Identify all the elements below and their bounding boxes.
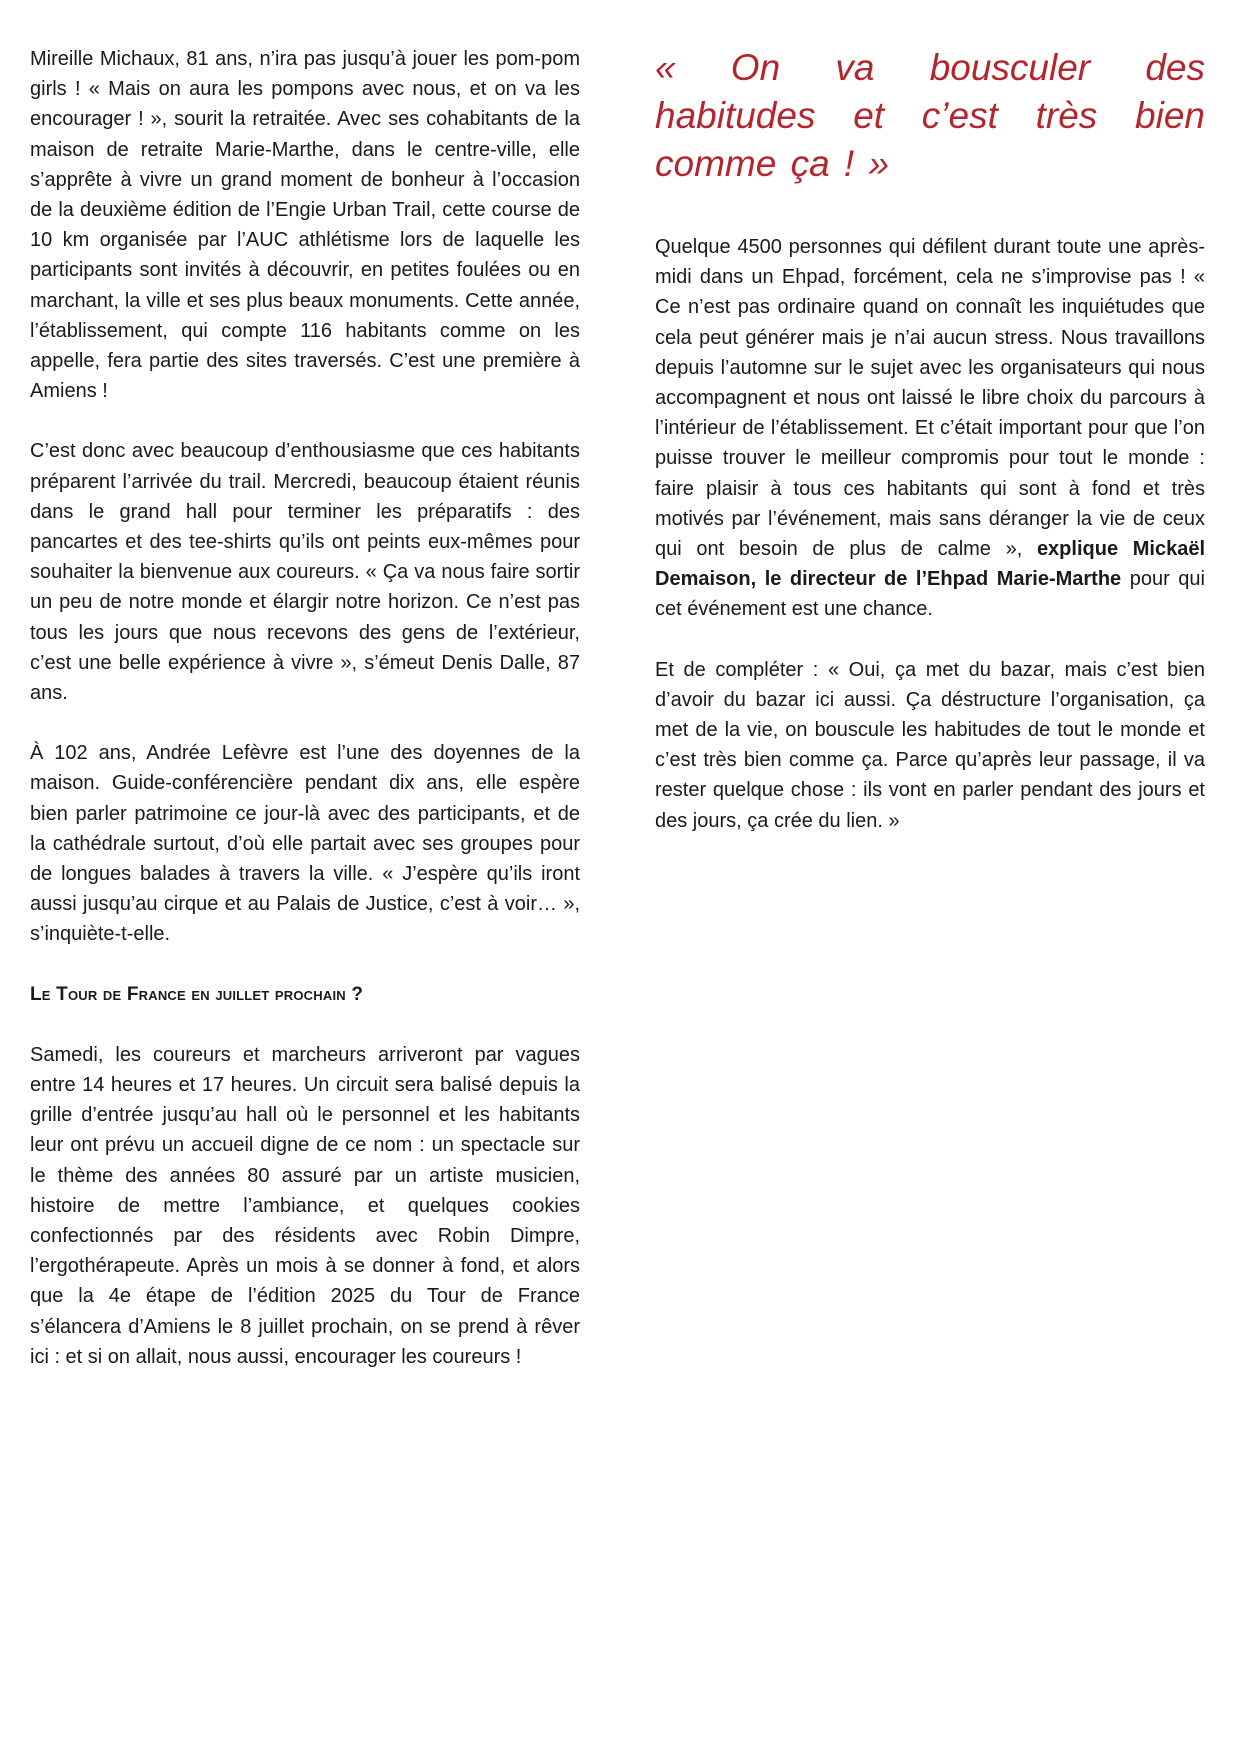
paragraph-conclusion: Et de compléter : « Oui, ça met du bazar, mais c’est bien d’avoir du bazar ici aussi. Ça déstructure l’organisation, ça met de la vie, on bouscule les habitudes de tout le monde et c’est très bien comme ça. Parce qu’après leur passage, il va rester quelque chose : ils vont en parler pendant des jours et des jours, ça crée du lien. » <box>655 658 1205 832</box>
paragraph-saturday: Samedi, les coureurs et marcheurs arriveront par vagues entre 14 heures et 17 heures. Un circuit sera balisé depuis la grille d’entrée jusqu’au hall où le personnel et les habitants leur ont prévu un accueil digne de ce nom : un spectacle sur le thème des années 80 assuré par un artiste musicien, histoire de mettre l’ambiance, et quelques cookies confectionnés par des résidents avec Robin Dimpre, l’ergothérapeute. Après un mois à se donner à fond, et alors que la 4e étape de l’édition 2025 du Tour de France s’élancera d’Amiens le 8 juillet prochain, on se prend à rêver ici : et si on allait, nous aussi, encourager les coureurs ! <box>30 1043 580 1368</box>
paragraph-director-quote <box>655 232 1205 625</box>
director-attribution: explique Mickaël Demaison, le directeur de l’Ehpad Marie-Marthe <box>655 538 1205 591</box>
section-heading: Le Tour de France en juillet prochain ? <box>30 983 364 1005</box>
paragraph-preparations: C’est donc avec beaucoup d’enthousiasme que ces habitants préparent l’arrivée du trail. Mercredi, beaucoup étaient réunis dans le grand hall pour terminer les préparatifs : des pancartes et des tee-shirts qu’ils ont peints eux-mêmes pour souhaiter la bienvenue aux coureurs. « Ça va nous faire sortir un peu de notre monde et élargir notre horizon. Ce n’est pas tous les jours que nous recevons des gens de l’extérieur, c’est une belle expérience à vivre », s’émeut Denis Dalle, 87 ans. <box>30 440 580 705</box>
right-column <box>655 44 1205 866</box>
pull-quote: « On va bousculer des habitudes et c’est très bien comme ça ! » <box>655 47 1205 184</box>
left-column <box>30 44 580 1402</box>
director-quote-end: pour qui cet événement est une chance. <box>655 568 1205 621</box>
paragraph-andree-lefevre: À 102 ans, Andrée Lefèvre est l’une des doyennes de la maison. Guide-conférencière pendant dix ans, elle espère bien parler patrimoine ce jour-là avec des participants, et de la cathédrale surtout, d’où elle partait avec ses groupes pour de longues balades à travers la ville. « J’espère qu’ils iront aussi jusqu’au cirque et au Palais de Justice, c’est à voir… », s’inquiète-t-elle. <box>30 742 580 946</box>
paragraph-intro: Mireille Michaux, 81 ans, n’ira pas jusqu’à jouer les pom-pom girls ! « Mais on aura les pompons avec nous, et on va les encourager ! », sourit la retraitée. Avec ses cohabitants de la maison de retraite Marie-Marthe, dans le centre-ville, elle s’apprête à vivre un grand moment de bonheur à l’occasion de la deuxième édition de l’Engie Urban Trail, cette course de 10 km organisée par l’AUC athlétisme lors de laquelle les participants sont invités à découvrir, en petites foulées ou en marchant, la ville et ses plus beaux monuments. Cette année, l’établissement, qui compte 116 habitants comme on les appelle, fera partie des sites traversés. C’est une première à Amiens ! <box>30 48 580 403</box>
director-quote-text: Quelque 4500 personnes qui défilent durant toute une après-midi dans un Ehpad, forcément, cela ne s’improvise pas ! « Ce n’est pas ordinaire quand on connaît les inquiétudes que cela peut générer mais je n’ai aucun stress. Nous travaillons depuis l’automne sur le sujet avec les organisateurs qui nous accompagnent et nous ont laissé le libre choix du parcours à l’intérieur de l’établissement. Et c’était important pour que l’on puisse trouver le meilleur compromis pour tout le monde : faire plaisir à tous ces habitants qui sont à fond et très motivés par l’événement, mais sans déranger la vie de ceux qui ont besoin de plus de calme », <box>655 236 1205 561</box>
